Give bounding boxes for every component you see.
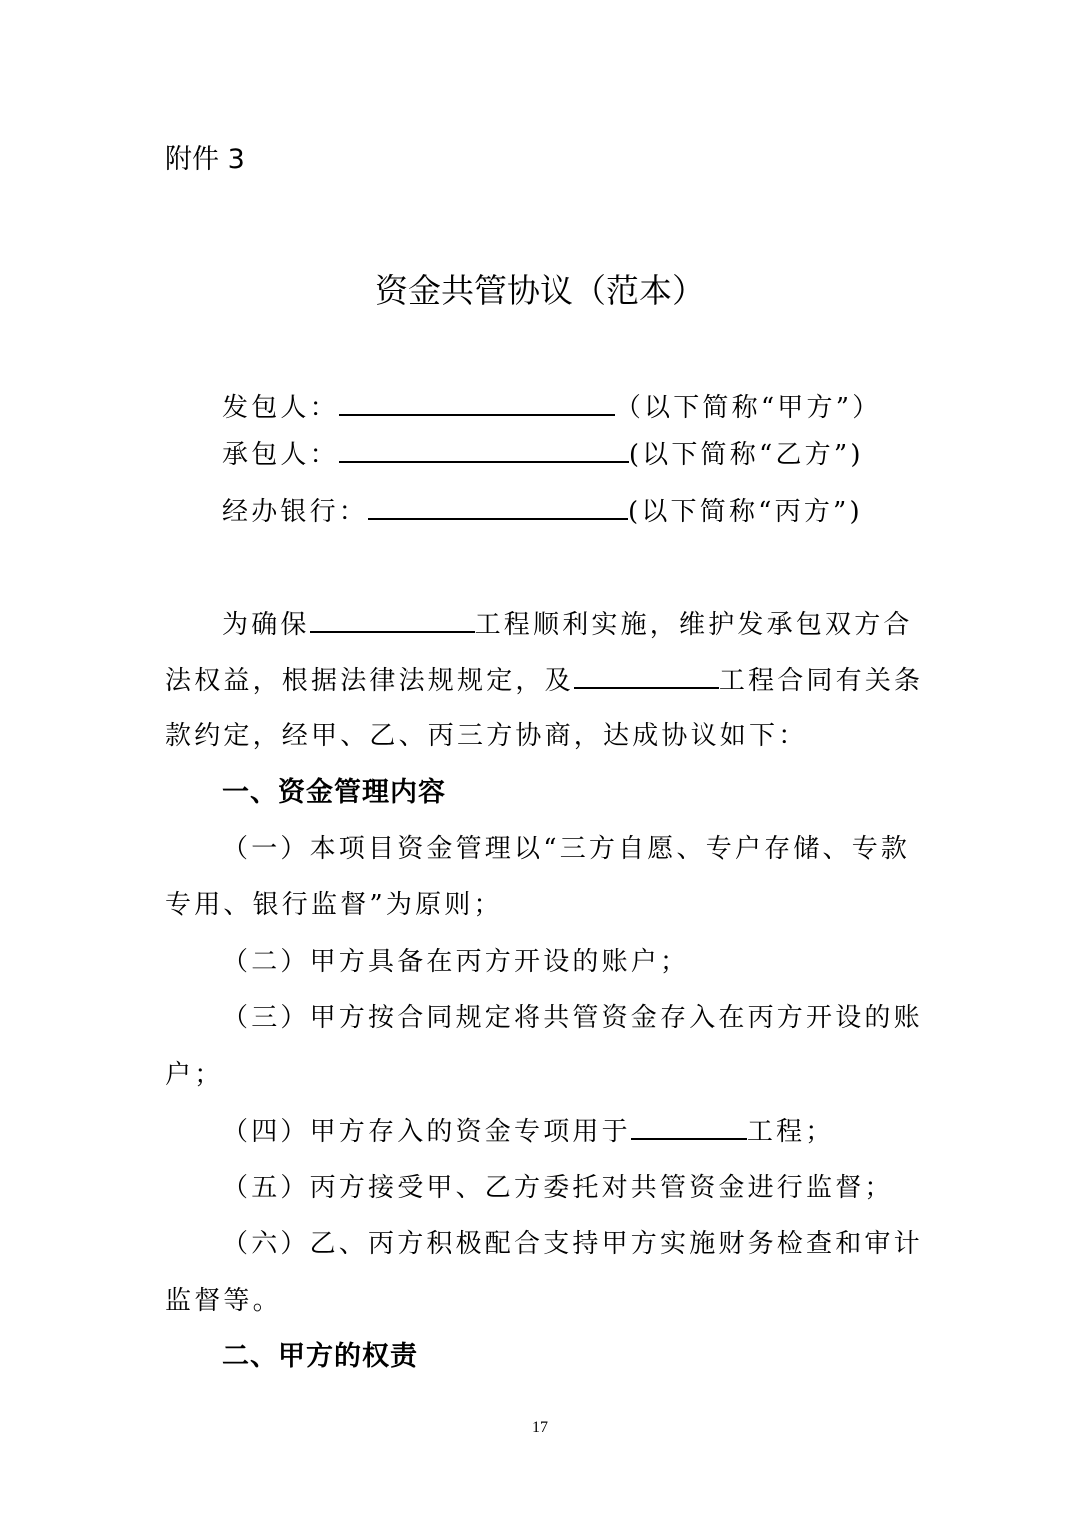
preamble-line: 款约定，经甲、乙、丙三方协商，达成协议如下： [165,721,808,751]
preamble-line [165,660,923,701]
party-line-bank [222,491,863,532]
clause-line: 户； [165,1060,224,1090]
preamble-text: 工程合同有关条 [718,666,924,696]
party-line-contractor [222,434,864,475]
party-label: 发包人： [222,393,339,423]
preamble-text: 工程顺利实施，维护发承包双方合 [474,610,913,640]
clause-line: （一）本项目资金管理以“三方自愿、专户存储、专款 [222,834,911,864]
fill-blank [339,434,629,463]
fill-blank [339,387,615,416]
page-number: 17 [532,1419,548,1436]
clause-line: 监督等。 [165,1286,282,1316]
clause-line: （六）乙、丙方积极配合支持甲方实施财务检查和审计 [222,1229,923,1259]
clause-text: （四）甲方存入的资金专项用于 [222,1117,631,1147]
party-note: （以下简称“甲方”） [614,393,882,423]
clause-line: 专用、银行监督”为原则； [165,890,503,920]
preamble-text: 为确保 [222,610,310,640]
fill-blank [310,604,475,633]
clause-text: 工程； [746,1117,835,1147]
party-label: 经办银行： [222,497,369,527]
party-line-employer [222,387,881,428]
fill-blank [631,1111,747,1140]
clause-line: （五）丙方接受甲、乙方委托对共管资金进行监督； [222,1173,894,1203]
clause-line: （二）甲方具备在丙方开设的账户； [222,947,690,977]
section-heading: 二、甲方的权责 [222,1341,418,1372]
preamble-text: 法权益，根据法律法规规定，及 [165,666,574,696]
party-note: (以下简称“乙方”) [628,440,864,470]
document-title: 资金共管协议（范本） [375,271,705,310]
party-label: 承包人： [222,440,339,470]
fill-blank [574,660,719,689]
preamble-line [222,604,913,645]
clause-line: （三）甲方按合同规定将共管资金存入在丙方开设的账 [222,1003,923,1033]
clause-line [222,1111,834,1152]
section-heading: 一、资金管理内容 [222,777,446,808]
attachment-label: 附件 3 [165,144,245,175]
party-note: (以下简称“丙方”) [628,497,863,527]
fill-blank [368,491,628,520]
